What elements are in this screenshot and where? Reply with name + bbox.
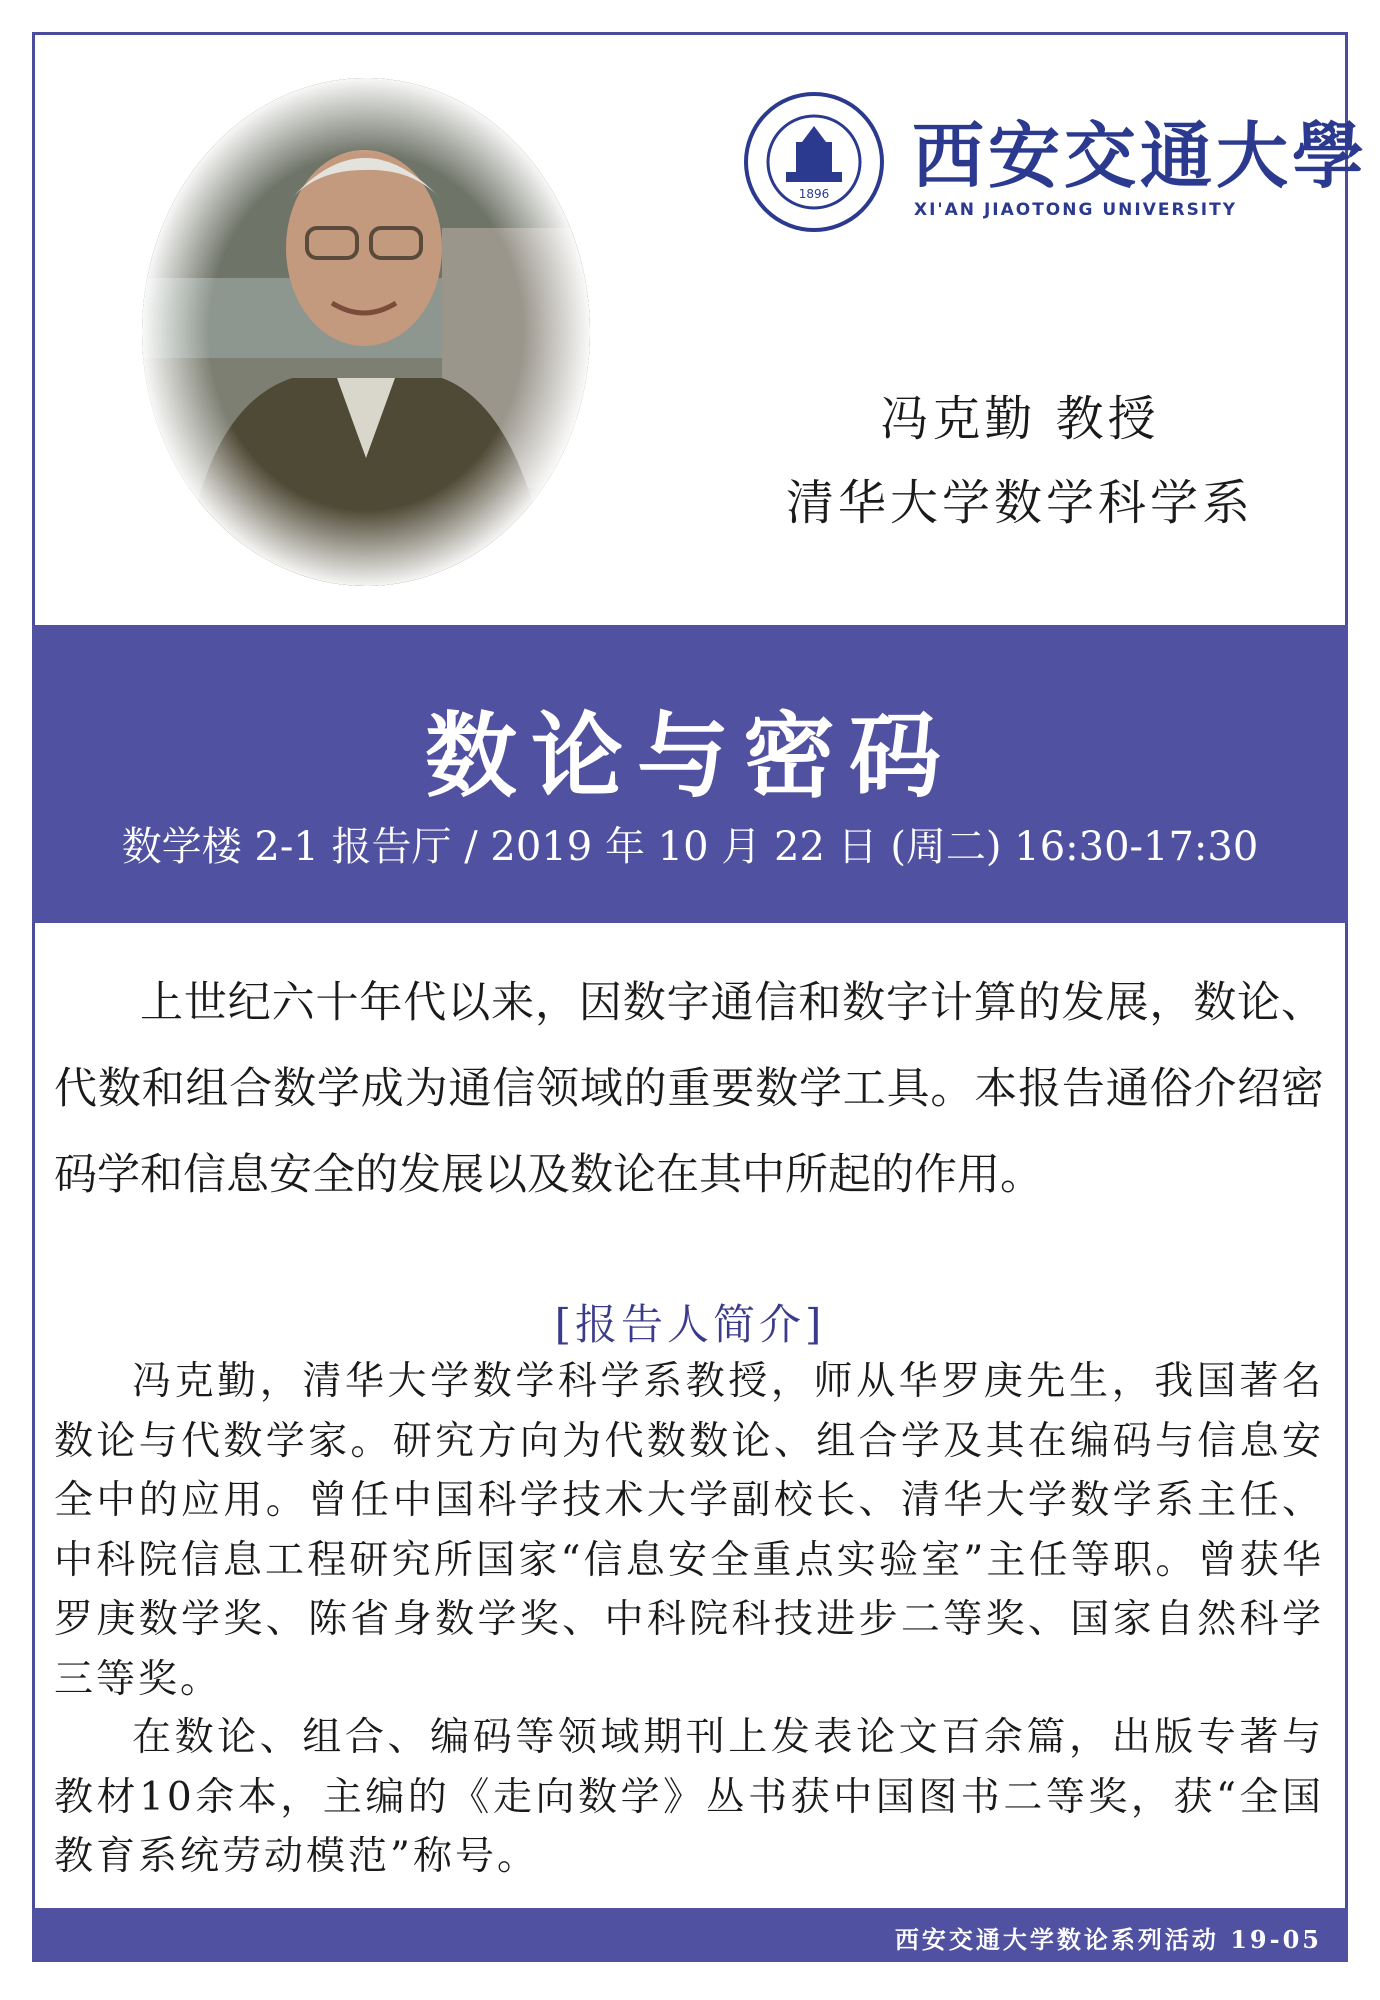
talk-title: 数论与密码	[424, 702, 955, 810]
university-logo	[742, 90, 1369, 240]
talk-abstract: 上世纪六十年代以来，因数字通信和数字计算的发展，数论、代数和组合数学成为通信领域的重要数学工具。本报告通俗介绍密码学和信息安全的发展以及数论在其中所起的作用。	[54, 978, 1324, 1200]
footer-bar	[32, 1908, 1348, 1962]
bio-paragraph-1: 冯克勤，清华大学数学科学系教授，师从华罗庚先生，我国著名数论与代数学家。研究方向为代数数论、组合学及其在编码与信息安全中的应用。曾任中国科学技术大学副校长、清华大学数学系主任、中科院信息工程研究所国家“信息安全重点实验室”主任等职。曾获华罗庚数学奖、陈省身数学奖、中科院科技进步二等奖、国家自然科学三等奖。	[54, 1359, 1324, 1702]
seal-year: 1896	[798, 187, 830, 201]
series-label: 西安交通大学数论系列活动 19-05	[894, 1925, 1322, 1954]
university-name-en: XI'AN JIAOTONG UNIVERSITY	[914, 200, 1238, 220]
bio-heading: [报告人简介]	[554, 1300, 826, 1349]
talk-venue-time: 数学楼 2-1 报告厅 / 2019 年 10 月 22 日 (周二) 16:30-17:30	[121, 824, 1259, 870]
bio-paragraph-2: 在数论、组合、编码等领域期刊上发表论文百余篇，出版专著与教材10余本，主编的《走向数学》丛书获中国图书二等奖，获“全国教育系统劳动模范”称号。	[54, 1715, 1324, 1879]
speaker-department: 清华大学数学科学系	[785, 475, 1254, 531]
university-seal-icon	[742, 90, 886, 234]
speaker-name: 冯克勤 教授	[880, 391, 1160, 447]
title-banner	[32, 625, 1348, 923]
speaker-photo	[142, 78, 590, 586]
university-name-cn: 西安交通大學	[912, 113, 1369, 198]
